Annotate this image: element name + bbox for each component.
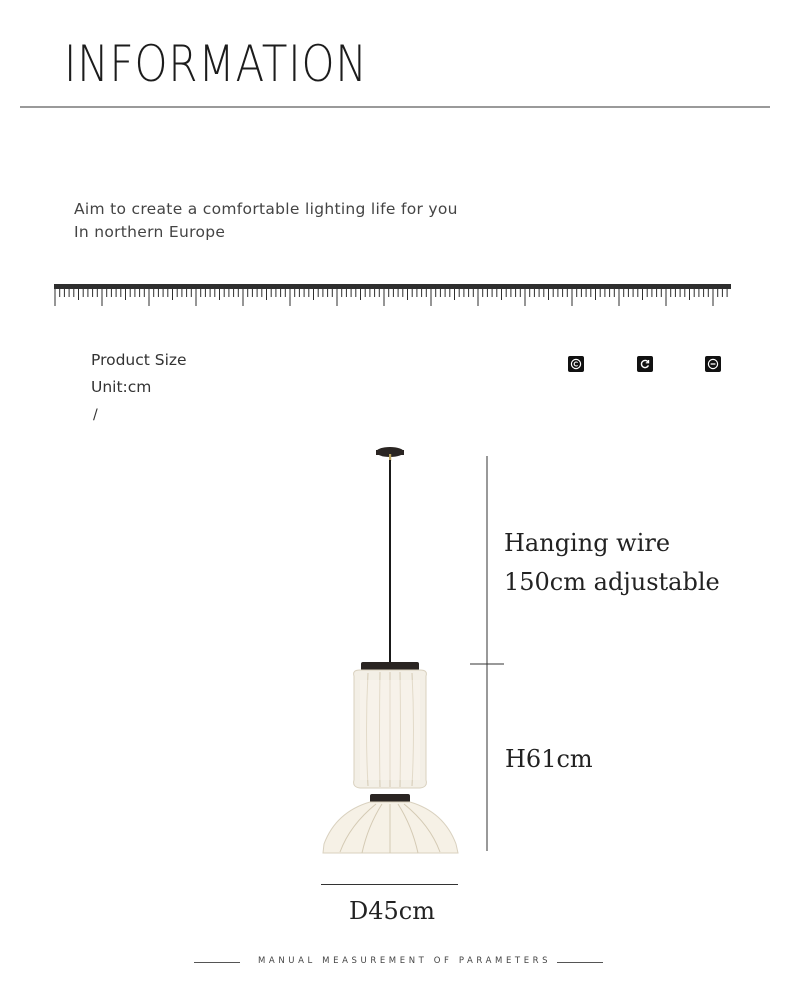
slash-mark: /	[93, 407, 98, 423]
ruler-graphic	[54, 284, 731, 308]
product-size-block	[91, 347, 187, 401]
footer-rule-right	[557, 962, 603, 963]
wire-length-line-2: 150cm adjustable	[504, 568, 720, 596]
minus-circle-icon	[705, 356, 721, 372]
footer-rule-left	[194, 962, 240, 963]
copyright-icon	[568, 356, 584, 372]
page-title: INFORMATION	[64, 35, 368, 93]
tagline	[74, 198, 458, 244]
product-size-label: Product Size	[91, 351, 187, 369]
dimension-lines	[466, 450, 516, 860]
diameter-line	[321, 884, 458, 885]
tagline-line-1: Aim to create a comfortable lighting life for you	[74, 200, 458, 218]
height-label: H61cm	[505, 745, 593, 773]
diameter-label: D45cm	[349, 897, 435, 925]
tagline-line-2: In northern Europe	[74, 223, 226, 241]
wire-length-line-1: Hanging wire	[504, 529, 671, 557]
footer-caption: MANUAL MEASUREMENT OF PARAMETERS	[258, 956, 552, 966]
refresh-icon	[637, 356, 653, 372]
unit-label: Unit:cm	[91, 378, 152, 396]
pendant-lamp-illustration	[310, 440, 470, 870]
header-divider	[20, 106, 770, 108]
